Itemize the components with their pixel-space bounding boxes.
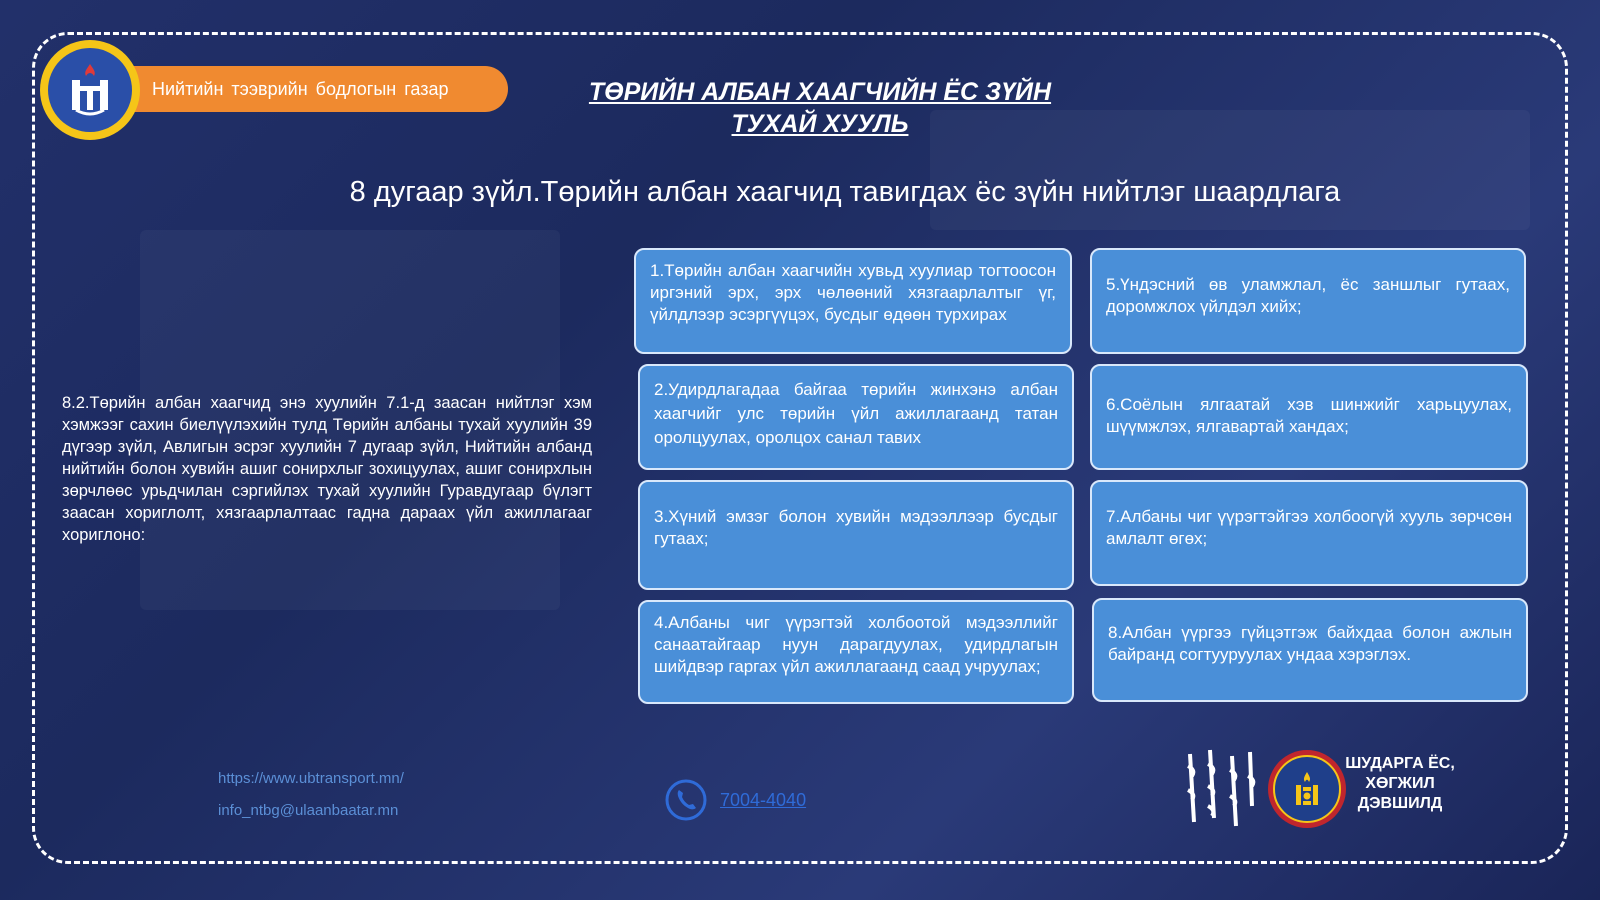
list-item: 6.Соёлын ялгаатай хэв шинжийг харьцуулах, шүүмжлэх, ялгавартай хандах; <box>1090 364 1528 470</box>
org-name-banner <box>120 66 508 112</box>
law-title <box>560 76 1080 140</box>
intro-text: 8.2.Төрийн албан хаагчид энэ хуулийн 7.1-д заасан нийтлэг хэм хэмжээг сахин биелүүлэхийн тулд Төрийн албаны тухай хуулийн 39 дүгээр зүйл, Авлигын эсрэг хуулийн 7 дугаар зүйл, Нийтийн албанд нийтийн болон хувийн ашиг сонирхлыг зохицуулах, ашиг сонирхлын зөрчлөөс урьдчилан сэргийлэх тухай хуулийн Гуравдугаар бүлэгт заасан хориглолт, хязгаарлалтаас гадна дараах үйл ажиллагааг хориглоно: <box>62 394 592 544</box>
law-title-line2: ТУХАЙ ХУУЛЬ <box>731 110 909 138</box>
soyombo-logo-icon <box>60 60 120 120</box>
slogan-line1: ШУДАРГА ЁС, <box>1345 755 1455 772</box>
law-title-line1: ТӨРИЙН АЛБАН ХААГЧИЙН ЁС ЗҮЙН <box>588 78 1052 106</box>
state-emblem <box>1268 750 1346 828</box>
slogan-line2: ХӨГЖИЛ <box>1365 775 1435 792</box>
website-link[interactable]: https://www.ubtransport.mn/ <box>218 770 404 787</box>
list-item: 8.Албан үүргээ гүйцэтгэж байхдаа болон ажлын байранд согтууруулах ундаа хэрэглэх. <box>1092 598 1528 702</box>
list-item: 3.Хүний эмзэг болон хувийн мэдээллээр бусдыг гутаах; <box>638 480 1074 590</box>
phone-icon <box>664 778 708 822</box>
slogan <box>1345 754 1455 814</box>
org-name: Нийтийн тээврийн бодлогын газар <box>152 78 449 99</box>
email-link[interactable]: info_ntbg@ulaanbaatar.mn <box>218 802 399 819</box>
list-item: 1.Төрийн албан хаагчийн хувьд хуулиар тогтоосон иргэний эрх, эрх чөлөөний хязгаарлалтыг үг, үйлдлээр эсэргүүцэх, бусдыг өдөөн турхирах <box>634 248 1072 354</box>
list-item: 2.Удирдлагадаа байгаа төрийн жинхэнэ албан хаагчийг улс төрийн үйл ажиллагаанд татан оролцуулах, оролцох санал тавих <box>638 364 1074 470</box>
soyombo-emblem-icon <box>1287 769 1327 809</box>
mongolian-script-mark <box>1180 746 1260 830</box>
article-heading: 8 дугаар зүйл.Төрийн албан хаагчид тавигдах ёс зүйн нийтлэг шаардлага <box>349 176 1341 208</box>
list-item: 4.Албаны чиг үүрэгтэй холбоотой мэдээллийг санаатайгаар нуун дарагдуулах, удирдлагын шийдвэр гаргах үйл ажиллагаанд саад учруулах; <box>638 600 1074 704</box>
slogan-line3: ДЭВШИЛД <box>1357 795 1443 812</box>
org-logo <box>40 40 140 140</box>
list-item: 7.Албаны чиг үүрэгтэйгээ холбоогүй хууль зөрчсөн амлалт өгөх; <box>1090 480 1528 586</box>
list-item: 5.Үндэсний өв уламжлал, ёс заншлыг гутаах, доромжлох үйлдэл хийх; <box>1090 248 1526 354</box>
phone-link[interactable]: 7004-4040 <box>720 790 807 810</box>
